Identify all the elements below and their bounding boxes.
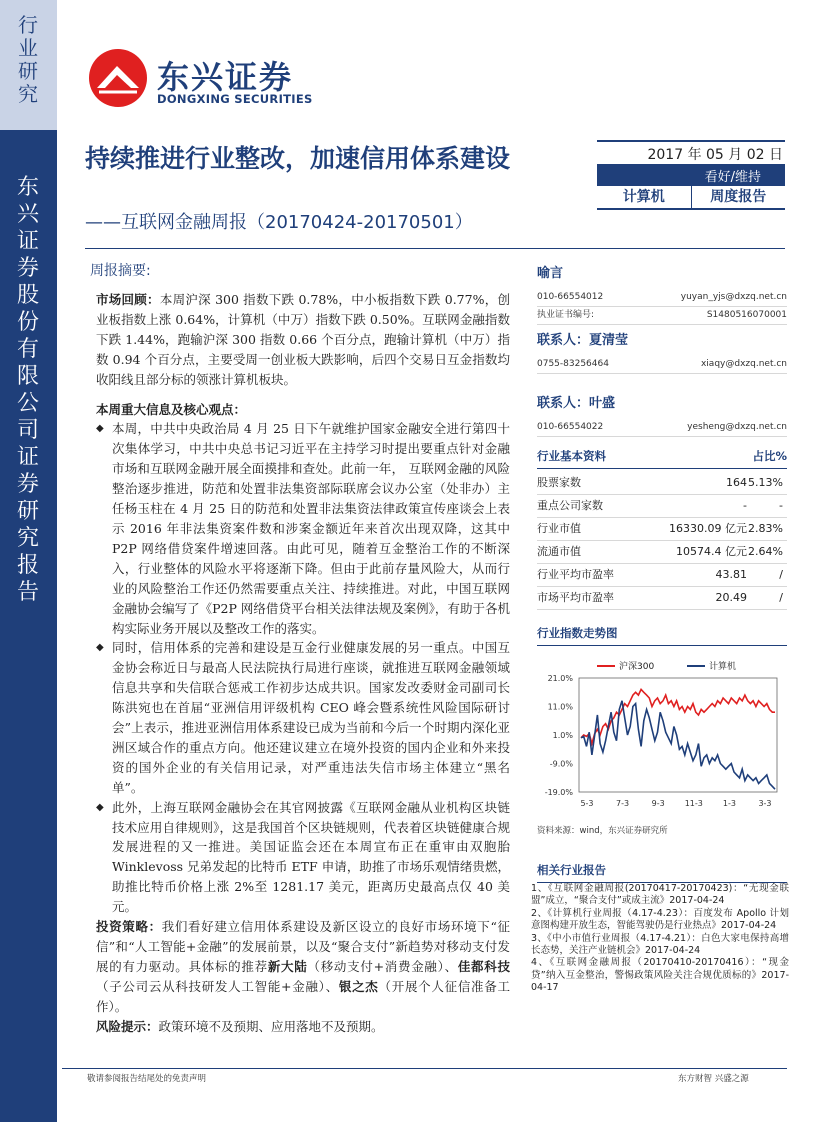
related-reports-heading: 相关行业报告 <box>537 862 787 883</box>
analyst-contact-row: 010-66554012 yuyan_yjs@dxzq.net.cn <box>537 289 787 307</box>
analyst-name: 喻言 <box>537 266 564 281</box>
report-date: 2017 年 05 月 02 日 <box>597 140 785 164</box>
market-text: 本周沪深 300 指数下跌 0.78%，中小板指数下跌 0.77%，创业板指数上涨 0.64%，计算机（中万）指数下跌 0.50%。互联网金融指数下跌 1.44%，跑输沪深 300 指数 0.66 个百分点，跑输计算机（中万）指数 0.94 个百分点，主要受周一创业板大跌影响，后四个交易日互金指数均收阳线且部分标的领涨计算机板块。 <box>96 292 510 387</box>
company-bar <box>0 130 57 1122</box>
analyst-contact-row: 010-66554022 yesheng@dxzq.net.cn <box>537 419 787 437</box>
table-row: 行业市值 16330.09 亿元 2.83% <box>537 518 787 541</box>
y-tick-label: 11.0% <box>547 702 573 712</box>
market-label: 市场回顾： <box>96 292 160 307</box>
tag-industry: 计算机 <box>597 186 692 208</box>
recommended-stock: 佳都科技 <box>457 958 510 974</box>
company-label: 东兴证券股份有限公司证券研究报告 <box>16 175 39 605</box>
recommended-stock: 银之杰 <box>338 978 379 994</box>
y-tick-label: 21.0% <box>547 674 573 683</box>
divider <box>85 248 785 249</box>
strategy-label: 投资策略： <box>96 919 162 935</box>
analyst-cert-row: 执业证书编号: S1480516070001 <box>537 307 787 325</box>
table-row: 流通市值 10574.4 亿元 2.64% <box>537 541 787 564</box>
analyst-contact-row: 0755-83256464 xiaqy@dxzq.net.cn <box>537 356 787 374</box>
summary-body <box>96 290 510 1037</box>
report-title: 持续推进行业整改，加速信用体系建设 <box>85 144 511 173</box>
analyst-email[interactable]: xiaqy@dxzq.net.cn <box>700 359 787 369</box>
analyst-email[interactable]: yuyan_yjs@dxzq.net.cn <box>680 292 787 302</box>
table-row: 重点公司家数 - - <box>537 495 787 518</box>
analyst-name: 联系人：叶盛 <box>537 396 616 411</box>
category-bar <box>0 0 57 130</box>
table-row: 市场平均市盈率 20.49 / <box>537 587 787 610</box>
related-report-item[interactable]: 4、《互联网金融周报（20170410-20170416）：“现金贷”纳入互金整治，警惕政策风险关注合规优质标的》2017-04-17 <box>531 957 789 994</box>
related-report-item[interactable]: 1、《互联网金融周报(20170417-20170423)：“无现金联盟”成立，“聚合支付”或成主流》2017-04-24 <box>531 883 789 907</box>
disclaimer-note: 敬请参阅报告结尾处的免责声明 <box>87 1074 207 1084</box>
footer-slogan: 东方财智 兴盛之源 <box>678 1074 749 1084</box>
report-subtitle: ——互联网金融周报（20170424-20170501） <box>85 212 473 233</box>
x-tick-label: 7-3 <box>616 799 630 808</box>
index-trend-chart <box>537 656 787 821</box>
industry-data-heading: 行业基本资料 占比% <box>537 448 787 469</box>
views-heading: 本周重大信息及核心观点： <box>96 401 247 417</box>
report-meta <box>597 140 785 210</box>
y-tick-label: -9.0% <box>549 759 573 769</box>
analyst-name: 联系人：夏清莹 <box>537 333 629 348</box>
x-tick-label: 9-3 <box>651 799 665 808</box>
related-report-item[interactable]: 2、《计算机行业周报（4.17-4.23）：百度发布 Apollo 计划意图构建开放生态，智能驾驶仍是行业热点》2017-04-24 <box>531 907 789 932</box>
chart-source: 资料来源：wind，东兴证券研究所 <box>537 826 668 836</box>
recommended-stock: 新大陆 <box>267 958 308 974</box>
tag-type: 周度报告 <box>710 189 767 205</box>
x-tick-label: 1-3 <box>722 799 736 808</box>
risk-label: 风险提示： <box>96 1018 159 1034</box>
series-line-computer <box>581 701 775 789</box>
related-report-item[interactable]: 3、《中小市值行业周报（4.17-4.21）：白色大家电保持高增长态势，关注产业链机会》2017-04-24 <box>531 932 789 957</box>
industry-data-table <box>537 472 787 610</box>
footer-divider <box>62 1068 787 1069</box>
y-tick-label: -19.0% <box>544 788 573 797</box>
bullet-item: ◆ 此外，上海互联网金融协会在其官网披露《互联网金融从业机构区块链技术应用自律规则》，这是我国首个区块链规则，代表着区块链健康合规发展进程的又一推进。美国证监会还在本周宣布正在重审由双胞胎 Winklevoss 兄弟发起的比特币 ETF 申请，助推了市场乐观情绪贵燃，助推比特币价格上涨 2%至 1281.17 美元，距离历史最高点仅 40 美元。 <box>96 798 510 917</box>
x-tick-label: 3-3 <box>758 799 772 808</box>
summary-heading: 周报摘要: <box>90 263 151 279</box>
bullet-item: ◆ 本周，中共中央政治局 4 月 25 日下午就维护国家金融安全进行第四十次集体学习，中共中央总书记习近平在主持学习时提出要重点针对金融市场和互联网金融开展全面摸排和查处。此前一年， 互联网金融的风险整治逐步推进，防范和处置非法集资部际联席会议办公室（处非办）主任杨玉柱在 4 月 25 日的防范和处置非法集资法律政策宣传座谈会上表示 2016 年非法集资案件数和涉案金额近年来首次出现双降，这其中 P2P 网络借贷案件增速回落。由此可见，随着互金整治工作的不断深入，行业整体的风险水平将逐渐下降。但由于此前存量风险大，从而行业的风险整治工作还仍然需要重点关注、持续推进。对此，中国互联网金融协会编写了《P2P 网络借贷平台相关法律法规及案例》，有助于各机构实际业务开展以及整改工作的落实。 <box>96 419 510 638</box>
category-label: 行业研究 <box>18 13 38 106</box>
market-review <box>96 290 510 390</box>
legend-label: 计算机 <box>709 662 737 672</box>
x-tick-label: 11-3 <box>684 799 703 808</box>
x-tick-label: 5-3 <box>580 799 594 808</box>
related-reports-list <box>531 883 789 995</box>
logo-name-cn: 东兴证券 <box>157 58 294 96</box>
table-row: 股票家数 164 5.13% <box>537 472 787 495</box>
chart-heading: 行业指数走势图 <box>537 625 787 646</box>
table-row: 行业平均市盈率 43.81 / <box>537 564 787 587</box>
logo-name-en: DONGXING SECURITIES <box>157 92 313 106</box>
analyst-panel <box>537 262 787 437</box>
y-tick-label: 1.0% <box>552 731 573 740</box>
risk-warning: 风险提示：政策环境不及预期、应用落地不及预期。 <box>96 1018 384 1034</box>
bullet-item: ◆ 同时，信用体系的完善和建设是互金行业健康发展的另一重点。中国互金协会称近日与最高人民法院执行局进行座谈，就推进互联网金融领域信息共享和失信联合惩戒工作初步达成共识。国家发改委财金司副司长陈洪宛也在首届“亚洲信用评级机构 CEO 峰会暨系统性风险国际研讨会”上表示，推进亚洲信用体系建设已成为当前和今后一个时期内深化亚洲区域合作的重点方向。他还建议建立在境外投资的国内企业和外来投资的国外企业的有关信用记录，对严重违法失信市场主体建立“黑名单”。 <box>96 638 510 797</box>
analyst-email[interactable]: yesheng@dxzq.net.cn <box>687 422 787 432</box>
legend-label: 沪深300 <box>619 662 655 672</box>
investment-strategy: 投资策略：我们看好建立信用体系建设及新区设立的良好市场环境下“征信”和“人工智能+金融”的发展前景，以及“聚合支付”新趋势对移动支付发展的有力驱动。具体标的推荐新大陆（移动支付+消费金融）、佳都科技（子公司云从科技研发人工智能+金融）、银之杰（开展个人征信准备工作）。 <box>96 919 510 1014</box>
rating-badge: 看好/维持 <box>597 164 785 186</box>
report-tags <box>597 186 785 210</box>
